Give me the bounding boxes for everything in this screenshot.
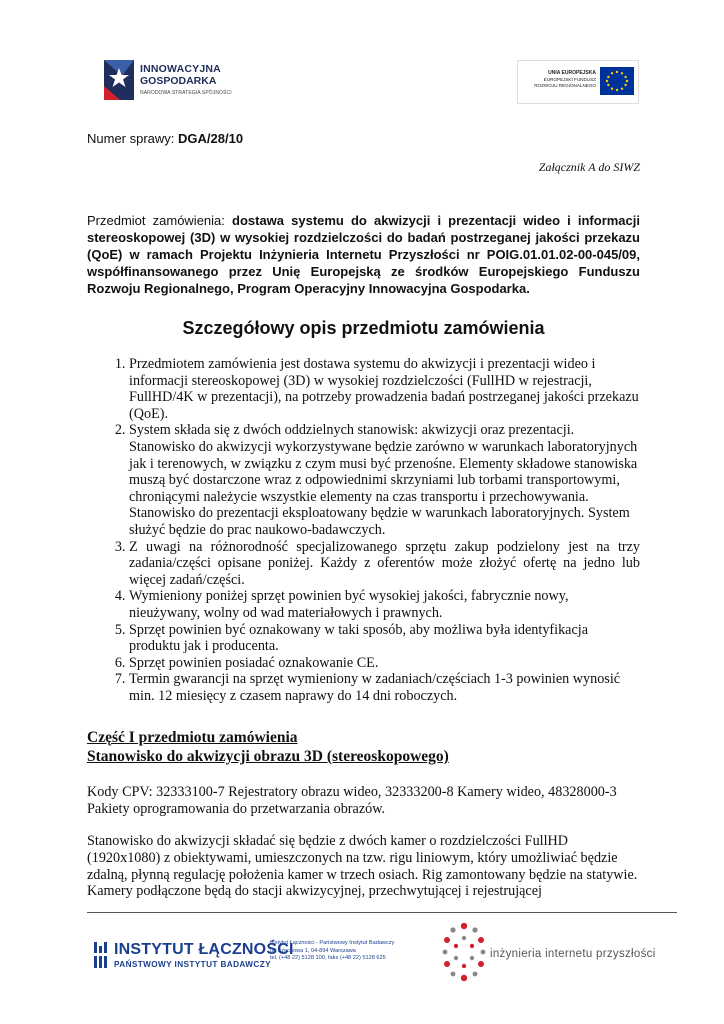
innowacyjna-gospodarka-logo bbox=[90, 48, 248, 114]
ig-star-icon bbox=[102, 58, 136, 102]
institute-emblem-icon bbox=[94, 940, 110, 970]
eu-logo-line2: EUROPEJSKI FUNDUSZ bbox=[543, 77, 596, 82]
requirement-item: 1. Przedmiotem zamówienia jest dostawa systemu do akwizycji i prezentacji wideo i informacji stereoskopowej (3D) w wysokiej rozdzielczości (FullHD w rejestracji, FullHD/4K w prezentacji), na potrzeby prowadzenia badań postrzeganej jakości przekazu (QoE). bbox=[129, 356, 640, 422]
institute-address bbox=[270, 940, 394, 963]
ig-logo-line2: GOSPODARKA bbox=[140, 75, 217, 87]
dotted-circle-icon bbox=[440, 918, 488, 990]
requirement-item: 5. Sprzęt powinien być oznakowany w taki sposób, aby możliwa była identyfikacja produktu jak i producenta. bbox=[129, 622, 640, 655]
attachment-label: Załącznik A do SIWZ bbox=[538, 160, 640, 174]
institute-subname: PAŃSTWOWY INSTYTUT BADAWCZY bbox=[114, 960, 271, 969]
requirement-item: 3. Z uwagi na różnorodność specjalizowanego sprzętu zakup podzielony jest na trzy zadania/części opisane poniżej. Każdy z oferentów może złożyć ofertę na jedno lub więcej zadań/części. bbox=[129, 539, 640, 589]
requirements-list bbox=[87, 356, 640, 704]
case-number-value: DGA/28/10 bbox=[178, 131, 244, 146]
eu-fund-logo bbox=[517, 60, 639, 104]
subject-text: dostawa systemu do akwizycji i prezentacji wideo i informacji stereoskopowej (3D) w wysokiej rozdzielczości do badań postrzeganej jakości przekazu (QoE) w ramach Projektu Inżynieria Internetu Przyszłości nr POIG.01.01.02-00-045/09, współfinansowanego przez Unię Europejską ze środków Europejskiego Funduszu Rozwoju Regionalnego, Program Operacyjny Innowacyjna Gospodarka. bbox=[87, 213, 640, 296]
address-line: Instytut Łączności - Państwowy Instytut Badawczy bbox=[270, 940, 395, 946]
requirement-item: 7. Termin gwarancji na sprzęt wymieniony w zadaniach/częściach 1-3 powinien wynosić min. 12 miesięcy z czasem naprawy do 14 dni roboczych. bbox=[129, 671, 640, 704]
case-number bbox=[87, 131, 243, 146]
ig-logo-line3: NARODOWA STRATEGIA SPÓJNOŚCI bbox=[140, 90, 232, 96]
eu-flag-icon bbox=[600, 67, 634, 95]
ig-logo-line1: INNOWACYJNA bbox=[140, 63, 221, 75]
cpv-codes: Kody CPV: 32333100-7 Rejestratory obrazu wideo, 32333200-8 Kamery wideo, 48328000-3 Pakiety oprogramowania do przetwarzania obrazów. bbox=[87, 784, 617, 817]
subject-paragraph bbox=[87, 212, 640, 297]
document-title: Szczegółowy opis przedmiotu zamówienia bbox=[182, 318, 545, 338]
case-number-label: Numer sprawy: bbox=[87, 131, 179, 146]
requirement-item: 6. Sprzęt powinien posiadać oznakowanie CE. bbox=[129, 655, 640, 672]
address-line: tel. (+48 22) 5128 100, faks (+48 22) 5128 625 bbox=[270, 955, 386, 962]
eu-logo-line3: ROZWOJU REGIONALNEGO bbox=[534, 83, 596, 88]
address-line: ul. Szachowa 1, 04-894 Warszawa bbox=[270, 947, 356, 954]
requirement-item: 2. System składa się z dwóch oddzielnych stanowisk: akwizycji oraz prezentacji. Stanowisko do akwizycji wykorzystywane będzie zarówno w warunkach laboratoryjnych jak i terenowych, w związku z czym musi być przenośne. Elementy składowe stanowiska muszą być dostarczone wraz z odpowiednimi skrzyniami lub torbami transportowymi, chroniącymi należycie wszystkie elementy na czas transportu i przechowywania. Stanowisko do prezentacji eksploatowany będzie w warunkach laboratoryjnych. System służyć będzie do prac naukowo-badawczych. bbox=[129, 422, 640, 538]
project-logo-text: inżynieria internetu przyszłości bbox=[490, 948, 656, 960]
footer-divider bbox=[87, 912, 677, 913]
workstation-description: Stanowisko do akwizycji składać się będzie z dwóch kamer o rozdzielczości FullHD (1920x1080) z obiektywami, umieszczonych na tzw. rigu liniowym, który umożliwiać będzie zdalną, płynną regulację położenia kamer w trzech osiach. Rig zamontowany będzie na statywie. Kamery podłączone będą do stacji akwizycyjnej, przechwytującej i rejestrującej bbox=[87, 833, 638, 900]
part-subtitle: Stanowisko do akwizycji obrazu 3D (stereoskopowego) bbox=[87, 748, 449, 765]
requirement-item: 4. Wymieniony poniżej sprzęt powinien być wysokiej jakości, fabrycznie nowy, nieużywany, wolny od wad materiałowych i prawnych. bbox=[129, 588, 640, 621]
subject-label: Przedmiot zamówienia: bbox=[87, 213, 232, 228]
instytut-lacznosci-logo bbox=[94, 938, 424, 978]
eu-logo-line1: UNIA EUROPEJSKA bbox=[548, 70, 596, 76]
institute-name: INSTYTUT ŁĄCZNOŚCI bbox=[114, 941, 294, 958]
project-logo bbox=[440, 918, 680, 990]
part-title: Część I przedmiotu zamówienia bbox=[87, 729, 298, 746]
